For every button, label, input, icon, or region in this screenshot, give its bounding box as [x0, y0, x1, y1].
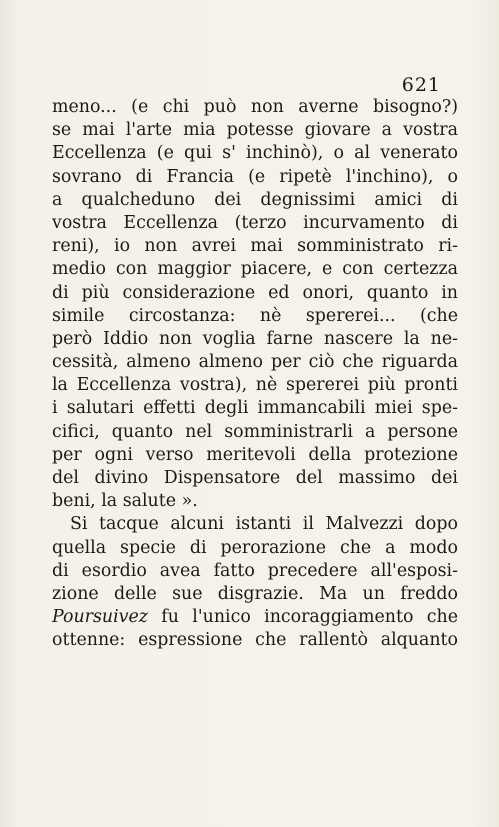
text-line: la Eccellenza vostra), nè spererei più pronti: [52, 375, 458, 396]
text-line: medio con maggior piacere, e con certezza: [52, 259, 458, 280]
text-line: ottenne: espressione che rallentò alquanto: [52, 630, 458, 651]
text-line: di esordio avea fatto precedere all'esposi-: [52, 560, 458, 581]
text-line: Eccellenza (e qui s' inchinò), o al venerato: [52, 143, 458, 164]
body-text: [52, 96, 458, 653]
text-line: simile circostanza: nè spererei... (che: [52, 305, 458, 326]
text-line: sovrano di Francia (e ripetè l'inchino), o: [52, 166, 458, 187]
text-line-rest: fu l'unico incoraggiamento che: [147, 607, 458, 628]
text-line: Si tacque alcuni istanti il Malvezzi dopo: [70, 514, 458, 535]
text-line: zione delle sue disgrazie. Ma un freddo: [52, 583, 458, 604]
text-line-mixed: [52, 606, 458, 629]
text-line: i salutari effetti degli immancabili miei spe-: [52, 398, 458, 419]
text-line: di più considerazione ed onori, quanto in: [52, 282, 458, 303]
text-line: cifici, quanto nel somministrarli a persone: [52, 421, 458, 442]
text-line: quella specie di perorazione che a modo: [52, 537, 458, 558]
text-line: per ogni verso meritevoli della protezione: [52, 444, 458, 465]
page-number: 621: [401, 74, 441, 96]
italic-word: Poursuivez: [52, 607, 148, 628]
text-line: cessità, almeno almeno per ciò che riguarda: [52, 352, 458, 373]
text-line: beni, la salute ».: [52, 491, 198, 512]
text-line: del divino Dispensatore del massimo dei: [52, 468, 458, 488]
text-line: reni), io non avrei mai somministrato ri-: [52, 236, 458, 257]
text-line: però Iddio non voglia farne nascere la ne-: [52, 328, 458, 349]
text-line: vostra Eccellenza (terzo incurvamento di: [52, 212, 458, 233]
text-line: meno... (e chi può non averne bisogno?): [52, 97, 458, 117]
text-line: a qualcheduno dei degnissimi amici di: [52, 189, 458, 210]
text-line: se mai l'arte mia potesse giovare a vostra: [52, 120, 458, 141]
